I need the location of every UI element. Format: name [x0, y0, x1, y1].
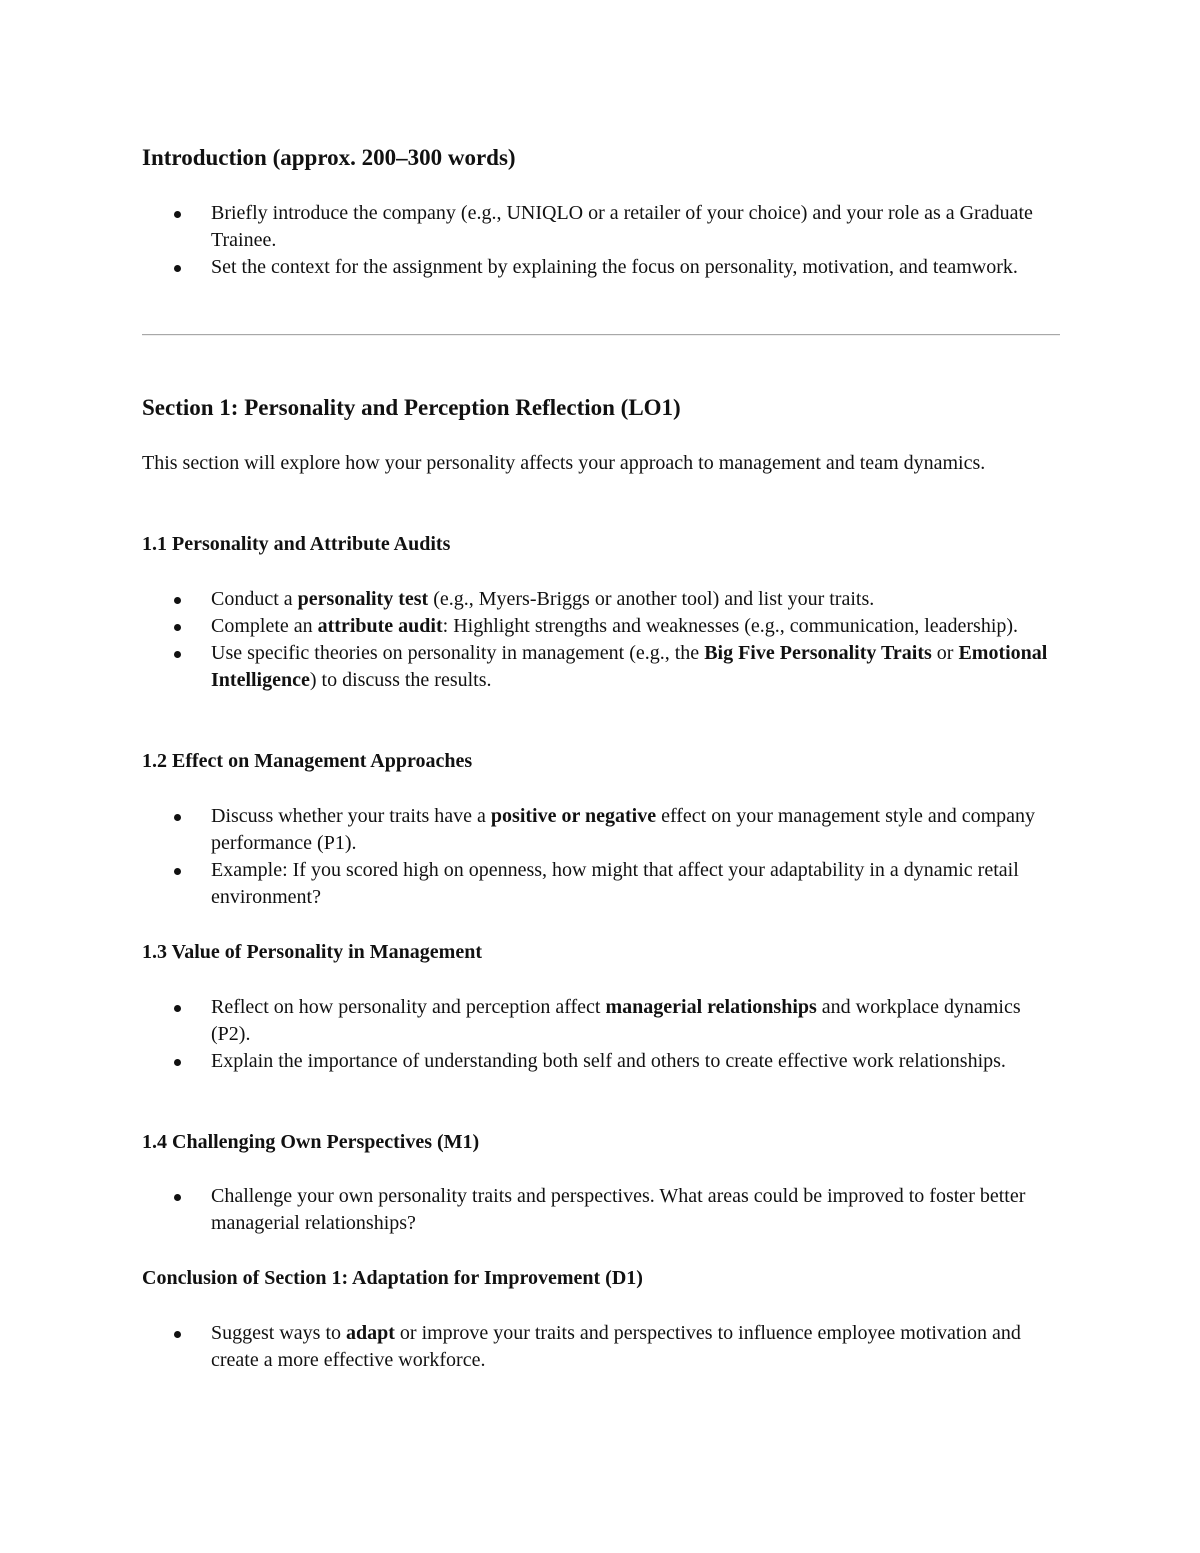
bold-term: Emotional Intelligence	[211, 642, 1048, 691]
bullet-icon	[174, 624, 181, 631]
list-item: Conduct a personality test (e.g., Myers-Briggs or another tool) and list your traits.	[142, 586, 1056, 613]
section-1-heading: Section 1: Personality and Perception Reflection (LO1)	[142, 395, 681, 420]
subsection-1-4-heading: 1.4 Challenging Own Perspectives (M1)	[142, 1131, 480, 1153]
conclusion-heading: Conclusion of Section 1: Adaptation for Improvement (D1)	[142, 1267, 643, 1289]
subsection-1-1-list	[142, 586, 1060, 694]
list-item	[142, 200, 1056, 254]
bullet-icon	[174, 265, 181, 272]
subsection-1-2-list	[142, 803, 1060, 911]
bullet-text: Briefly introduce the company (e.g., UNIQLO or a retailer of your choice) and your role as a Graduate Trainee.	[211, 202, 1033, 251]
bullet-icon	[174, 1331, 181, 1338]
list-item: Example: If you scored high on openness, how might that affect your adaptability in a dynamic retail environment?	[142, 857, 1056, 911]
list-item: Complete an attribute audit: Highlight strengths and weaknesses (e.g., communication, leadership).	[142, 613, 1056, 640]
bold-term: Big Five Personality Traits	[704, 642, 932, 664]
bullet-icon	[174, 814, 181, 821]
subsection-1-3-heading: 1.3 Value of Personality in Management	[142, 941, 482, 963]
conclusion-list	[142, 1320, 1060, 1374]
bullet-icon	[174, 597, 181, 604]
intro-heading: Introduction (approx. 200–300 words)	[142, 145, 516, 170]
bold-term: personality test	[297, 588, 429, 610]
bullet-icon	[174, 868, 181, 875]
bullet-icon	[174, 1194, 181, 1201]
list-item: Challenge your own personality traits and perspectives. What areas could be improved to foster better managerial relationships?	[142, 1183, 1056, 1237]
section-1-description: This section will explore how your personality affects your approach to management and team dynamics.	[142, 452, 986, 474]
list-item: Use specific theories on personality in management (e.g., the Big Five Personality Traits or Emotional Intelligence) to discuss the results.	[142, 640, 1056, 694]
bullet-icon	[174, 1059, 181, 1066]
list-item	[142, 254, 1056, 281]
list-item: Reflect on how personality and perception affect managerial relationships and workplace dynamics (P2).	[142, 994, 1056, 1048]
bold-term: positive or negative	[490, 805, 657, 827]
list-item: Suggest ways to adapt or improve your traits and perspectives to influence employee motivation and create a more effective workforce.	[142, 1320, 1056, 1374]
list-item: Explain the importance of understanding both self and others to create effective work relationships.	[142, 1048, 1056, 1075]
intro-bullet-list	[142, 200, 1060, 281]
bullet-icon	[174, 651, 181, 658]
bullet-text: Set the context for the assignment by explaining the focus on personality, motivation, and teamwork.	[211, 256, 1018, 278]
horizontal-divider	[142, 334, 1060, 336]
list-item: Discuss whether your traits have a positive or negative effect on your management style and company performance (P1).	[142, 803, 1056, 857]
bold-term: attribute audit	[317, 615, 443, 637]
bullet-icon	[174, 1005, 181, 1012]
bold-term: managerial relationships	[605, 996, 817, 1018]
bullet-icon	[174, 211, 181, 218]
subsection-1-4-list	[142, 1183, 1060, 1237]
subsection-1-3-list	[142, 994, 1060, 1075]
subsection-1-2-heading: 1.2 Effect on Management Approaches	[142, 750, 473, 772]
bold-term: adapt	[346, 1322, 395, 1344]
subsection-1-1-heading: 1.1 Personality and Attribute Audits	[142, 533, 451, 555]
